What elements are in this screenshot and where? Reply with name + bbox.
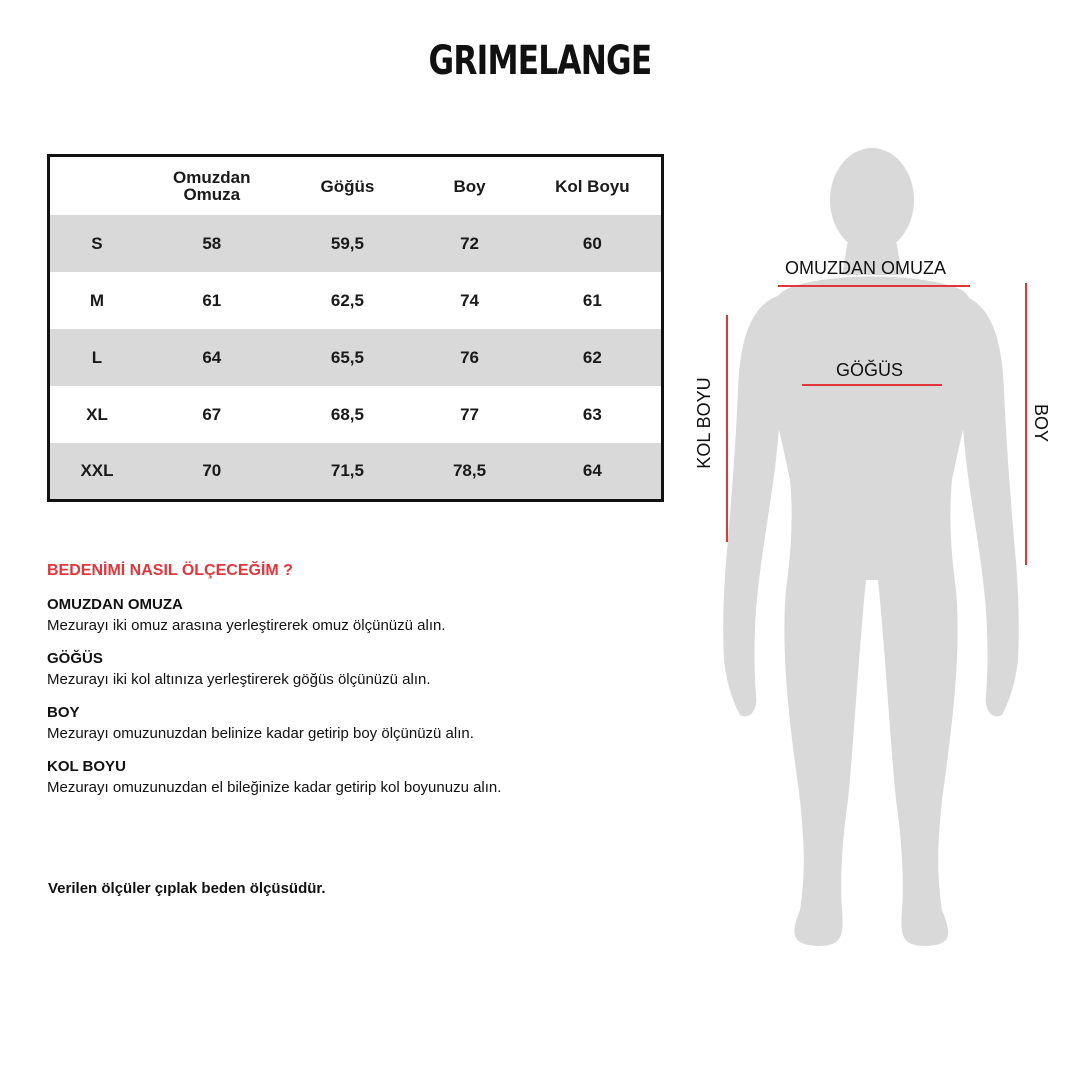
omuzdan-cell: 70 xyxy=(144,443,280,500)
guide-item-length xyxy=(47,704,647,742)
guide-text: Mezurayı omuzunuzdan el bileğinize kadar getirip kol boyunuzu alın. xyxy=(47,779,502,796)
gogus-cell: 62,5 xyxy=(330,290,364,310)
table-row xyxy=(49,329,663,386)
guide-heading: GÖĞÜS xyxy=(47,650,103,667)
label-chest: GÖĞÜS xyxy=(836,360,904,380)
guide-text: Mezurayı iki kol altınıza yerleştirerek göğüs ölçünüzü alın. xyxy=(47,671,431,688)
size-cell: XXL xyxy=(49,443,144,500)
guide-item-shoulder xyxy=(47,596,647,634)
guide-heading: KOL BOYU xyxy=(47,758,126,775)
guide-note: Verilen ölçüler çıplak beden ölçüsüdür. xyxy=(48,880,326,897)
guide-text: Mezurayı iki omuz arasına yerleştirerek omuz ölçünüzü alın. xyxy=(47,617,446,634)
kol-cell: 64 xyxy=(524,443,663,500)
boy-cell: 77 xyxy=(460,404,479,424)
boy-cell: 78,5 xyxy=(415,443,524,500)
gogus-cell: 65,5 xyxy=(280,329,416,386)
gogus-cell: 59,5 xyxy=(280,215,416,272)
label-shoulder: OMUZDAN OMUZA xyxy=(785,258,946,278)
table-row xyxy=(49,215,663,272)
label-length: BOY xyxy=(1031,403,1051,442)
measurement-guide xyxy=(47,562,647,812)
boy-cell: 74 xyxy=(460,290,479,310)
omuzdan-cell: 67 xyxy=(202,404,222,424)
omuzdan-cell: 58 xyxy=(144,215,280,272)
size-cell: XL xyxy=(86,404,108,424)
gogus-cell: 68,5 xyxy=(330,404,364,424)
header-gogus: Göğüs xyxy=(320,176,375,196)
kol-cell: 63 xyxy=(582,404,602,424)
table-row xyxy=(49,443,663,500)
label-sleeve: KOL BOYU xyxy=(694,377,714,469)
kol-cell: 61 xyxy=(582,290,602,310)
boy-cell: 76 xyxy=(415,329,524,386)
size-cell: L xyxy=(49,329,144,386)
guide-item-chest xyxy=(47,650,647,688)
guide-text: Mezurayı omuzunuzdan belinize kadar getirip boy ölçünüzü alın. xyxy=(47,725,474,742)
gogus-cell: 71,5 xyxy=(280,443,416,500)
guide-item-sleeve xyxy=(47,758,647,796)
boy-cell: 72 xyxy=(415,215,524,272)
size-cell: M xyxy=(89,290,105,310)
header-omuzdan-omuza: Omuzdan Omuza xyxy=(173,168,251,204)
header-kol-boyu: Kol Boyu xyxy=(555,176,630,196)
omuzdan-cell: 61 xyxy=(202,290,222,310)
brand-logo: GRIMELANGE xyxy=(428,38,652,84)
header-size xyxy=(49,156,144,216)
size-table xyxy=(47,154,664,502)
size-cell: S xyxy=(49,215,144,272)
table-row xyxy=(49,386,663,443)
omuzdan-cell: 64 xyxy=(144,329,280,386)
table-header-row xyxy=(49,156,663,216)
table-row xyxy=(49,272,663,329)
kol-cell: 60 xyxy=(524,215,663,272)
guide-heading: OMUZDAN OMUZA xyxy=(47,596,183,613)
guide-heading: BOY xyxy=(47,704,80,721)
kol-cell: 62 xyxy=(524,329,663,386)
header-boy: Boy xyxy=(453,176,486,196)
guide-title: BEDENİMİ NASIL ÖLÇECEĞİM ? xyxy=(47,562,293,579)
